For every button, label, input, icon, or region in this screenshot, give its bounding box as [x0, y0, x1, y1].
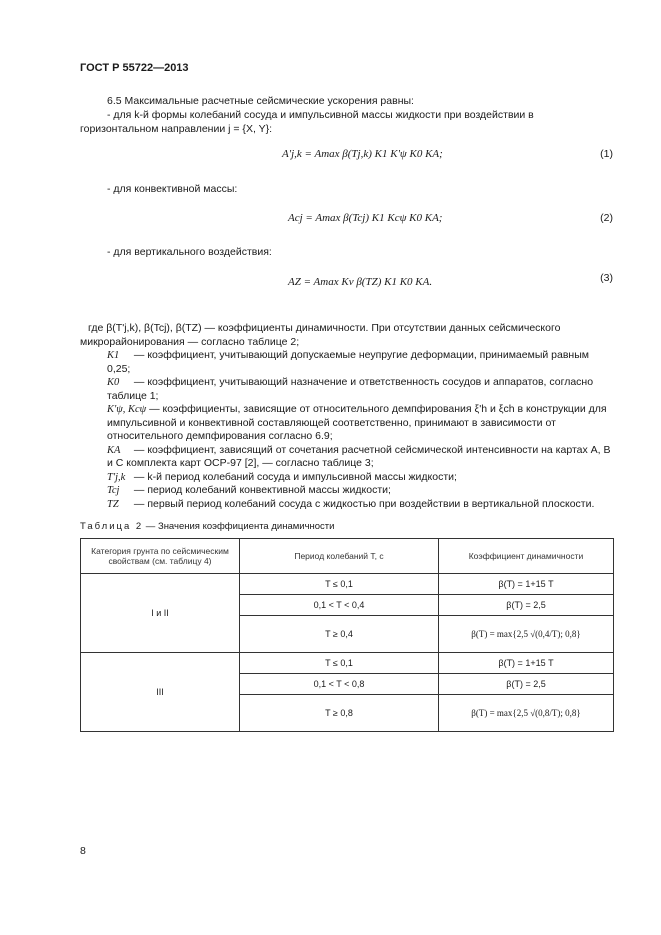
- symbol-kpsi: K'ψ, Kcψ: [107, 404, 147, 415]
- formula-3-number: (3): [600, 272, 613, 284]
- definition-tjk: [80, 471, 614, 485]
- period-cell: T ≥ 0,4: [240, 616, 439, 653]
- symbol-tcj: Tcj: [107, 485, 120, 496]
- coef-cell: β(T) = 2,5: [439, 595, 614, 616]
- table-header-row: [81, 539, 614, 574]
- header-coefficient: Коэффициент динамичности: [439, 539, 614, 574]
- symbol-k0: K0: [107, 377, 120, 388]
- table-caption: [80, 521, 334, 532]
- vertical-condition: - для вертикального воздействия:: [107, 246, 272, 258]
- section-intro-line: 6.5 Максимальные расчетные сейсмические ускорения равны:: [107, 95, 414, 107]
- coef-cell: β(T) = 2,5: [439, 674, 614, 695]
- document-header: ГОСТ Р 55722—2013: [80, 62, 189, 74]
- definition-k0-text: — коэффициент, учитывающий назначение и ответственность сосудов и аппаратов, согласно таблице 1;: [107, 376, 594, 402]
- symbol-k1: K1: [107, 350, 120, 361]
- period-cell: T ≤ 0,1: [240, 653, 439, 674]
- horizontal-condition: - для k-й формы колебаний сосуда и импульсивной массы жидкости при воздействии в горизонтальном направлении j = {X, Y}:: [80, 109, 534, 135]
- symbol-ka: KA: [107, 444, 121, 456]
- period-cell: T ≥ 0,8: [240, 695, 439, 732]
- definition-tcj-text: — период колебаний конвективной массы жидкости;: [133, 484, 391, 496]
- symbol-tjk: T'j,k: [107, 471, 126, 483]
- period-cell: 0,1 < T < 0,8: [240, 674, 439, 695]
- formula-1-number: (1): [600, 148, 613, 160]
- page-number: 8: [80, 845, 86, 857]
- category-cell: I и II: [81, 574, 240, 653]
- table-caption-label: Таблица 2: [80, 521, 144, 532]
- formula-2-number: (2): [600, 212, 613, 224]
- definition-tcj: [80, 484, 614, 498]
- definition-tz: [80, 498, 614, 512]
- category-cell: III: [81, 653, 240, 732]
- coef-cell: β(T) = max{2,5 √(0,4/T); 0,8}: [439, 616, 614, 653]
- coef-cell: β(T) = max{2,5 √(0,8/T); 0,8}: [439, 695, 614, 732]
- dynamic-coefficient-table: [80, 538, 614, 732]
- formula-1: A'j,k = Amax β(Tj,k) K1 K'ψ K0 KA;: [282, 148, 443, 160]
- table-caption-text: — Значения коэффициента динамичности: [143, 521, 335, 532]
- period-cell: 0,1 < T < 0,4: [240, 595, 439, 616]
- formula-2: Acj = Amax β(Tcj) K1 Kcψ K0 KA;: [288, 212, 443, 224]
- definition-k1-text: — коэффициент, учитывающий допускаемые неупругие деформации, принимаемый равным 0,25;: [107, 349, 589, 375]
- header-period: Период колебаний T, с: [240, 539, 439, 574]
- convective-condition: - для конвективной массы:: [107, 183, 238, 195]
- definition-ka-text: — коэффициент, зависящий от сочетания расчетной сейсмической интенсивности на картах А, В и С комплекта карт ОСР-97 [2], — согласно таблице 3;: [107, 443, 611, 469]
- definition-k1: [80, 349, 614, 376]
- coef-cell: β(T) = 1+15 T: [439, 574, 614, 595]
- definition-beta: где β(T'j,k), β(Tcj), β(TZ) — коэффициенты динамичности. При отсутствии данных сейсмического микрорайонирования — согласно таблице 2;: [80, 322, 561, 348]
- formula-3: AZ = Amax Kv β(TZ) K1 K0 KA.: [288, 276, 433, 288]
- definition-tjk-text: — k-й период колебаний сосуда и импульсивной массы жидкости;: [133, 470, 457, 483]
- symbol-tz: TZ: [107, 498, 119, 510]
- period-cell: T ≤ 0,1: [240, 574, 439, 595]
- definition-ka: [80, 444, 614, 471]
- section-intro: [80, 94, 600, 136]
- definition-tz-text: — первый период колебаний сосуда с жидкостью при воздействии в вертикальной плоскости.: [133, 497, 595, 510]
- header-soil-category: Категория грунта по сейсмическим свойствам (см. таблицу 4): [81, 539, 240, 574]
- coef-cell: β(T) = 1+15 T: [439, 653, 614, 674]
- definition-k0: [80, 376, 614, 403]
- table-row: [81, 653, 614, 674]
- table-row: [81, 574, 614, 595]
- definitions-list: [80, 322, 614, 511]
- definition-kpsi: [80, 403, 614, 444]
- definition-kpsi-text: — коэффициенты, зависящие от относительного демпфирования ξ'h и ξch в конструкции для импульсивной и конвективной составляющей соответственно, принимают в зависимости от относительного демпфирования согласно 6.9;: [107, 403, 607, 442]
